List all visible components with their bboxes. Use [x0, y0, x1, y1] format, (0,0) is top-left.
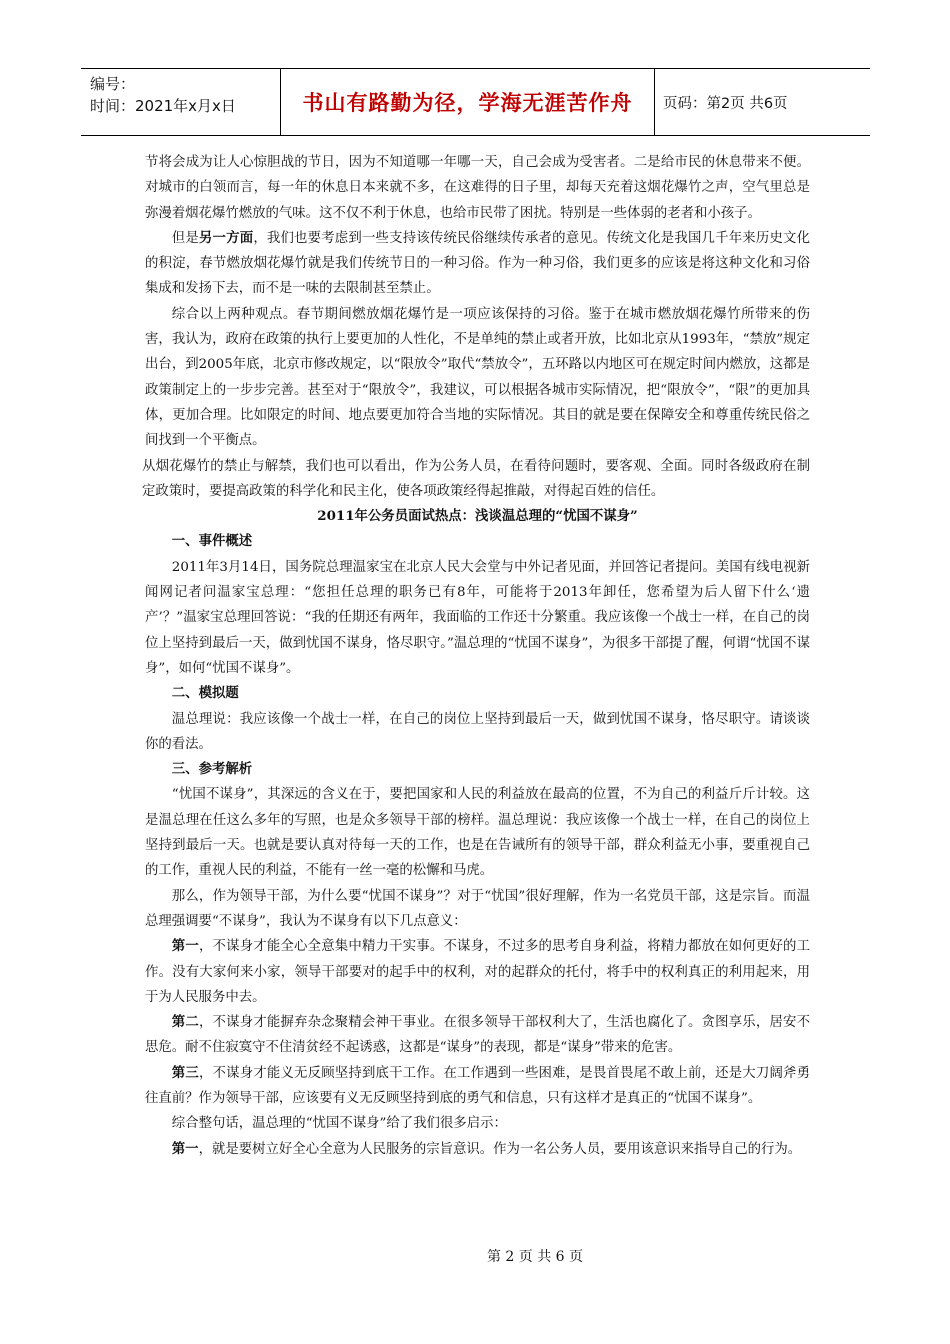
paragraph: 温总理说：我应该像一个战士一样，在自己的岗位上坚持到最后一天，做到忧国不谋身，恪尽职守。请谈谈你的看法。	[145, 711, 810, 752]
paragraph: 2011年3月14日，国务院总理温家宝在北京人民大会堂与中外记者见面，并回答记者提问。美国有线电视新闻网记者问温家宝总理：“您担任总理的职务已有8年，可能将于2013年卸任，您希望为后人留下什么‘遗产’？”温家宝总理回答说：“我的任期还有两年，我面临的工作还十分繁重。我应该像一个战士一样，在自己的岗位上坚持到最后一天，做到忧国不谋身，恪尽职守。”温总理的“忧国不谋身”，为很多干部提了醒，何谓“忧国不谋身”，如何“忧国不谋身”。	[145, 559, 810, 676]
document-time-label: 时间：2021年x月x日	[90, 97, 236, 115]
document-number-label: 编号：	[90, 75, 136, 93]
section-title: 2011年公务员面试热点：浅谈温总理的“忧国不谋身”	[317, 508, 638, 525]
page-number-label: 页码：第2页 共6页	[663, 95, 788, 112]
paragraph: 综合整句话，温总理的“忧国不谋身”给了我们很多启示：	[171, 1116, 507, 1132]
emphasis-text: 第一	[171, 1140, 199, 1157]
paragraph	[145, 934, 810, 1010]
header-motto-cell	[281, 69, 655, 135]
emphasis-text: 第二	[171, 1014, 199, 1031]
emphasis-text: 第一	[171, 938, 199, 955]
paragraph-text: ，我们也要考虑到一些支持该传统民俗继续传承者的意见。传统文化是我国几千年来历史文化的积淀，春节燃放烟花爆竹就是我们传统节日的一种习俗。作为一种习俗，我们更多的应该是将这种文化和习俗集成和发扬下去，而不是一味的去限制甚至禁止。	[145, 230, 811, 297]
header-info-cell	[81, 69, 281, 135]
paragraph	[145, 1010, 810, 1061]
section-heading: 二、模拟题	[171, 685, 239, 702]
header-page-cell	[655, 69, 870, 135]
document-body	[142, 150, 811, 1162]
paragraph	[145, 226, 810, 302]
motto-text: 书山有路勤为径，学海无涯苦作舟	[302, 91, 633, 115]
emphasis-text: 第三	[171, 1064, 199, 1081]
paragraph: 综合以上两种观点。春节期间燃放烟花爆竹是一项应该保持的习俗。鉴于在城市燃放烟花爆竹所带来的伤害，我认为，政府在政策的执行上要更加的人性化，不是单纯的禁止或者开放，比如北京从1993年，“禁放”规定出台，到2005年底，北京市修改规定，以“限放令”取代“禁放令”，五环路以内地区可在规定时间内燃放，这都是政策制定上的一步步完善。甚至对于“限放令”，我建议，可以根据各城市实际情况，把“限放令”，“限”的更加具体，更加合理。比如限定的时间、地点要更加符合当地的实际情况。其目的就是要在保障安全和尊重传统民俗之间找到一个平衡点。	[145, 306, 810, 449]
emphasis-text: 另一方面	[198, 229, 254, 246]
paragraph-text: ，不谋身才能全心全意集中精力干实事。不谋身，不过多的思考自身利益，将精力都放在如何更好的工作。没有大家何来小家，领导干部要对的起手中的权利，对的起群众的托付，将手中的权利真正的利用起来，用于为人民服务中去。	[145, 939, 811, 1005]
paragraph	[145, 1137, 810, 1162]
paragraph: 从烟花爆竹的禁止与解禁，我们也可以看出，作为公务人员，在看待问题时，要客观、全面。同时各级政府在制定政策时，要提高政策的科学化和民主化，使各项政策经得起推敲，对得起百姓的信任。	[142, 458, 810, 499]
footer-page-number: 第 2 页 共 6 页	[486, 1249, 584, 1265]
paragraph	[145, 1061, 810, 1112]
page-footer	[0, 1246, 950, 1266]
section-heading: 一、事件概述	[171, 533, 253, 550]
section-heading: 三、参考解析	[171, 761, 253, 778]
paragraph: 那么，作为领导干部，为什么要“忧国不谋身”？对于“忧国”很好理解，作为一名党员干部，这是宗旨。而温总理强调要“不谋身”，我认为不谋身有以下几点意义：	[145, 888, 810, 929]
header-table	[81, 68, 870, 136]
paragraph-text: 但是	[171, 230, 199, 246]
paragraph-text: ，就是要树立好全心全意为人民服务的宗旨意识。作为一名公务人员，要用该意识来指导自己的行为。	[198, 1141, 802, 1157]
paragraph: 节将会成为让人心惊胆战的节日，因为不知道哪一年哪一天，自己会成为受害者。二是给市民的休息带来不便。对城市的白领而言，每一年的休息日本来就不多，在这难得的日子里，却每天充着这烟花爆竹之声，空气里总是弥漫着烟花爆竹燃放的气味。这不仅不利于休息，也给市民带了困扰。特别是一些体弱的老者和小孩子。	[145, 155, 810, 221]
paragraph-text: ，不谋身才能摒弃杂念聚精会神干事业。在很多领导干部权利大了，生活也腐化了。贪图享乐，居安不思危。耐不住寂寞守不住清贫经不起诱惑，这都是“谋身”的表现，都是“谋身”带来的危害。	[145, 1015, 811, 1056]
paragraph: “忧国不谋身”，其深远的含义在于，要把国家和人民的利益放在最高的位置，不为自己的利益斤斤计较。这是温总理在任这么多年的写照，也是众多领导干部的榜样。温总理说：我应该像一个战士一样，在自己的岗位上坚持到最后一天。也就是要认真对待每一天的工作，也是在告诫所有的领导干部，群众利益无小事，要重视自己的工作，重视人民的利益，不能有一丝一毫的松懈和马虎。	[145, 787, 810, 879]
paragraph-text: ，不谋身才能义无反顾坚持到底干工作。在工作遇到一些困难，是畏首畏尾不敢上前，还是大刀阔斧勇往直前？作为领导干部，应该要有义无反顾坚持到底的勇气和信息，只有这样才是真正的“忧国不谋身”。	[145, 1065, 811, 1106]
